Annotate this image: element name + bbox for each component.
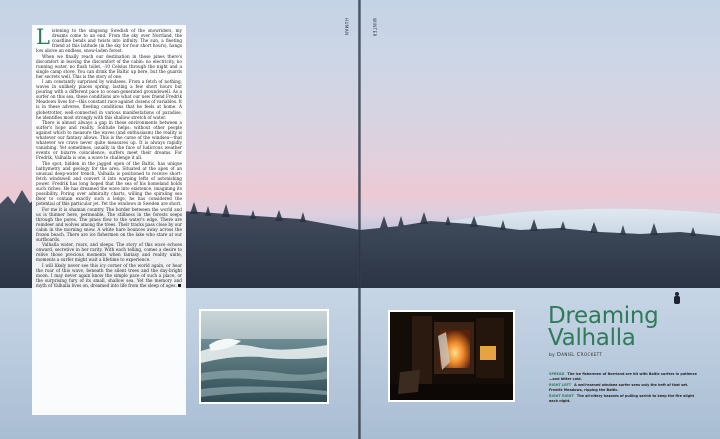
- article-paragraph: Listening to the singsong Swedish of the snowriders, my dreams come to an end. From the sky over Norrland, the coastline bends and twists into infinity. The sun, a fleeting friend at this latitude (in the sky for four short hours), hangs low above an endless, snow-laden forest.: [36, 25, 182, 54]
- article-paragraph: I will likely never see this icy corner of the world again, or hear the roar of this wave, beneath the silent trees and the day-bright moon. I may never again know the simple pace of such a place, or the surprising fury of its small, shallow sea. Yet the memory and myth of Valhalla lives on, dreamed into life from the sleep of ages.: [36, 262, 182, 289]
- article-paragraph: For me it is shaman country. The border between the world and us is thinner here, permeable. The stillness in the forests seeps through the pores. The pines flow to the water's edge. There are reindeer and wolves among the trees. Their tracks pass close by our cabin in the morning snow. A white hare bounces away across the frozen beach. There are ice fishermen on the lake who stare at our surfboards.: [36, 206, 182, 242]
- caption-text: A well-earned windsea surfer sees only the heft of that set. Fredrik Meadows, ripping the Baltic.: [549, 382, 689, 393]
- author-name: Daniel Crockett: [556, 352, 603, 358]
- caption-text: The ice fishermen of Norrland are hit with Baltic surfers in patience—and bitter cold.: [549, 372, 697, 382]
- sauna-fire-photo: [388, 310, 515, 402]
- byline-prefix: by: [549, 353, 556, 358]
- headline-line: Dreaming: [548, 303, 659, 329]
- article-paragraph: I am constantly surprised by windsees. From a fetch of nothing, waves in unlikely places spring, lasting a few short hours but pouring with a different pace to ocean-generated groundswell. As a surfer on this sea, these conditions are what our new friend Fredrik Meadows lives for—this constant race against dozens of variables. It is in these adverse, fleeting conditions that he feels at home. A globetrotter, well-connected in various manifestations of paradise, he identifies most strongly with this shallow stretch of water.: [36, 79, 182, 120]
- byline: [549, 352, 602, 358]
- caption-text: The all-nitery hazards of pulling sarinh to keep the fire alight each night.: [549, 393, 695, 404]
- caption-label: RIGHT RIGHT: [549, 393, 574, 398]
- caption: [549, 394, 699, 405]
- headline-line: Valhalla: [548, 325, 636, 351]
- end-of-article-mark: [178, 284, 181, 287]
- photo-captions: [549, 372, 699, 404]
- caption: [549, 372, 699, 383]
- caption-label: SPREAD: [549, 372, 565, 376]
- caption: [549, 383, 699, 394]
- drop-cap: L: [36, 25, 50, 49]
- article-paragraph: There is almost always a gap in these environments between a surfer's hope and reality. Solitude helps: without other people against which to measure the waves (and enthusiasm) the reality is whatever our fantasy allows. This is the curse of the windsea—that whatever we crave never quite measures up. It is always rapidly vanishing. Yet sometimes, usually in the face of ludicrous weather events or bizarre coincidence, surfers meet their dreams. For Fredrik, Valhalla is one, a wave to challenge it all.: [36, 120, 182, 161]
- article-paragraph: The spot, hidden in the jagged open of the Baltic, has unique bathymetry and geology for the area. Situated at the apex of an unusual deep-water trench, Valhalla is positioned to receive short-fetch windswell and convert it into warping lefts of astonishing power. Fredrik has long hoped that the sea of his homeland holds such riches. He has dreamed the wave into existence, imagining its possibility. Poring over admiralty charts, willing the spiraling sea floor to contain exactly such a ledge, he has considered the potential of this particular jet. Yet the windows in Sweden are short.: [36, 160, 182, 207]
- article-paragraph: Valhalla water, roars, and sleeps. The story of this wave echoes onward, secretive in her rarity. With each telling, comes a desire to relive those precious moments when fantasy and reality unite, moments a surfer might wait a lifetime to experience.: [36, 242, 182, 263]
- left-page-folio: HUMAN: [344, 18, 349, 36]
- caption-label: RIGHT LEFT: [549, 382, 572, 387]
- article-body: [32, 25, 186, 415]
- page-gutter: [358, 0, 361, 439]
- wave-photo: [199, 309, 329, 404]
- article-paragraph: When we finally reach our destination in these pines there's discomfort in leaving the discomfort of the cabin: no electricity, no running water, no flush toilet, -10 Celsius through the night and a single camp stove. You can drink the Baltic up here, but the guards her secrets well. This is the story of one.: [36, 53, 182, 79]
- right-page-folio: WINTER: [372, 18, 377, 37]
- article-headline: [548, 305, 708, 349]
